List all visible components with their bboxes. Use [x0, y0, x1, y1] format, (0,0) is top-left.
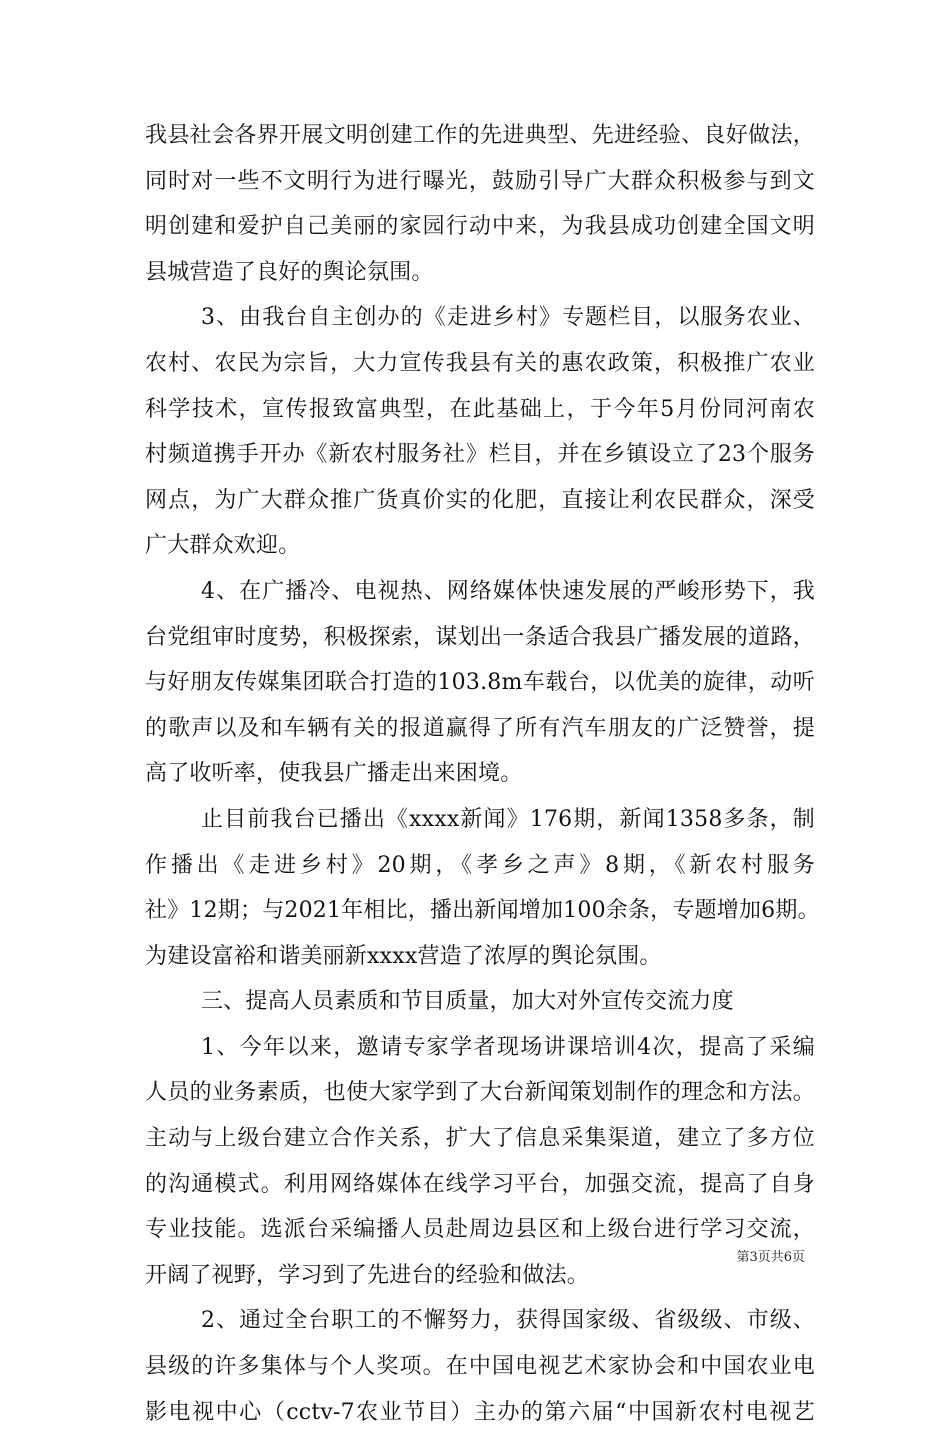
text-line: 作播出《走进乡村》20期，《孝乡之声》8期，《新农村服务	[145, 852, 815, 878]
text-line: 的歌声以及和车辆有关的报道赢得了所有汽车朋友的广泛赞誉，提	[145, 715, 815, 741]
text-line: 明创建和爱护自己美丽的家园行动中来，为我县成功创建全国文明	[145, 214, 815, 240]
text-line: 我县社会各界开展文明创建工作的先进典型、先进经验、良好做法，	[145, 123, 815, 148]
text-line: 1、今年以来，邀请专家学者现场讲课培训4次，提高了采编	[201, 1034, 815, 1060]
text-line: 网点，为广大群众推广货真价实的化肥，直接让利农民群众，深受	[145, 487, 815, 513]
text-line: 同时对一些不文明行为进行曝光，鼓励引导广大群众积极参与到文	[145, 168, 815, 194]
text-line: 专业技能。选派台采编播人员赴周边县区和上级台进行学习交流，	[145, 1217, 815, 1243]
text-line: 3、由我台自主创办的《走进乡村》专题栏目，以服务农业、	[201, 305, 815, 331]
text-line: 开阔了视野，学习到了先进台的经验和做法。	[145, 1262, 590, 1288]
text-line: 县级的许多集体与个人奖项。在中国电视艺术家协会和中国农业电	[145, 1354, 815, 1380]
text-line: 三、提高人员素质和节目质量，加大对外宣传交流力度	[201, 989, 734, 1015]
text-line: 止目前我台已播出《xxxx新闻》176期，新闻1358多条，制	[201, 806, 815, 832]
text-line: 为建设富裕和谐美丽新xxxx营造了浓厚的舆论氛围。	[145, 943, 662, 969]
text-line: 农村、农民为宗旨，大力宣传我县有关的惠农政策，积极推广农业	[145, 350, 815, 376]
text-line: 科学技术，宣传报致富典型，在此基础上，于今年5月份同河南农	[145, 396, 815, 422]
text-line: 社》12期；与2021年相比，播出新闻增加100余条，专题增加6期。	[145, 898, 820, 924]
text-line: 4、在广播冷、电视热、网络媒体快速发展的严峻形势下，我	[201, 578, 815, 604]
text-line: 影电视中心（cctv-7农业节目）主办的第六届“中国新农村电视艺	[145, 1399, 815, 1425]
text-line: 县城营造了良好的舆论氛围。	[145, 259, 434, 285]
body-text	[145, 113, 820, 1435]
page-number: 第3页共6页	[736, 1250, 805, 1265]
text-line: 主动与上级台建立合作关系，扩大了信息采集渠道，建立了多方位	[145, 1126, 815, 1152]
text-line: 人员的业务素质，也使大家学到了大台新闻策划制作的理念和方法。	[145, 1080, 815, 1106]
page-footer	[0, 1248, 950, 1268]
text-line: 与好朋友传媒集团联合打造的103.8m车载台，以优美的旋律，动听	[145, 670, 815, 696]
text-line: 广大群众欢迎。	[145, 533, 301, 559]
text-line: 村频道携手开办《新农村服务社》栏目，并在乡镇设立了23个服务	[145, 442, 815, 468]
text-line: 高了收听率，使我县广播走出来困境。	[145, 761, 523, 787]
text-line: 台党组审时度势，积极探索，谋划出一条适合我县广播发展的道路，	[145, 624, 815, 650]
text-line: 的沟通模式。利用网络媒体在线学习平台，加强交流，提高了自身	[145, 1171, 815, 1197]
text-line: 2、通过全台职工的不懈努力，获得国家级、省级级、市级、	[201, 1308, 815, 1334]
